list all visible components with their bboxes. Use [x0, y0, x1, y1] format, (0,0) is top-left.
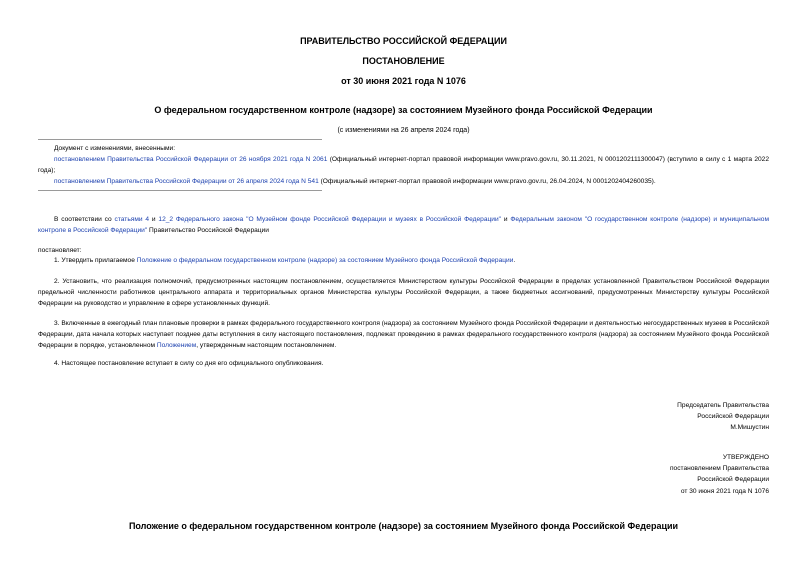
approved-line-3: от 30 июня 2021 года N 1076 [680, 487, 769, 495]
item-4: 4. Настоящее постановление вступает в силу со дня его официального опубликования. [54, 360, 324, 367]
government-name: ПРАВИТЕЛЬСТВО РОССИЙСКОЙ ФЕДЕРАЦИИ [300, 36, 507, 46]
changes-item-1: постановлением Правительства Российской Федерации от 26 ноября 2021 года N 2061 (Официальный интернет-портал правовой информации www.pravo.gov.ru, 30.11.2021, N 0001202111300047) (вступило в силу с 1 марта 2022 года); [38, 156, 769, 175]
item-1: 1. Утвердить прилагаемое Положение о федеральном государственном контроле (надзоре) за состоянием Музейного фонда Российской Федерации. [54, 257, 516, 264]
approved-line-1: постановлением Правительства [669, 465, 769, 473]
preamble: В соответствии со статьями 4 и 12_2 Федерального закона "О Музейном фонде Российской Федерации и музеях в Российской Федерации" и Федеральным законом "О государственном контроле (надзоре) и муниципальном контроле в Российской Федерации" Правительство Российской Федерации [38, 216, 769, 235]
approved-line-2: Российской Федерации [697, 476, 769, 484]
item-3: 3. Включенные в ежегодный план плановые проверки в рамках федерального государственного контроля (надзора) за состоянием Музейного фонда Российской Федерации и деятельностью негосударственных музеев в Российской Федерации, дата начала которых наступает позднее даты вступления в силу настоящего постановления, подлежат проведению в рамках федерального государственного контроля (надзора) за состоянием Музейного фонда Российской Федерации в порядке, установленном Положением, утвержденным настоящим постановлением. [38, 320, 769, 350]
revision-note: (с изменениями на 26 апреля 2024 года) [337, 127, 470, 134]
page-title: О федеральном государственном контроле (надзоре) за состоянием Музейного фонда Российской Федерации [154, 105, 653, 115]
approved-block [549, 452, 769, 497]
changes-intro: Документ с изменениями, внесенными: [54, 145, 176, 152]
doc-type: ПОСТАНОВЛЕНИЕ [362, 56, 445, 66]
item-2: 2. Установить, что реализация полномочий, предусмотренных настоящим постановлением, осуществляется Министерством культуры Российской Федерации в пределах установленной Правительством Российской Федерации предельной численности работников центрального аппарата и территориальных органов Министерства культуры Российской Федерации, а также бюджетных ассигнований, предусмотренных Министерству культуры Российской Федерации на руководство и управление в сфере установленных функций. [38, 278, 769, 308]
regulation-link[interactable]: Положение о федеральном государственном контроле (надзоре) за состоянием Музейного фонда Российской Федерации [136, 257, 514, 264]
signature-position: Председатель Правительства [677, 402, 769, 409]
approved-label: УТВЕРЖДЕНО [722, 454, 769, 461]
amendment-link-2024[interactable]: постановлением Правительства Российской Федерации от 26 апреля 2024 года N 541 [54, 178, 319, 185]
changes-item-2: постановлением Правительства Российской Федерации от 26 апреля 2024 года N 541 (Официальный интернет-портал правовой информации www.pravo.gov.ru, 26.04.2024, N 0001202404260035). [54, 178, 656, 185]
signature-country: Российской Федерации [697, 413, 769, 421]
signature-block [549, 400, 769, 434]
divider-top [38, 139, 322, 140]
law-link-article-4[interactable]: статьями 4 [114, 216, 150, 223]
amendment-link-2021[interactable]: постановлением Правительства Российской Федерации от 26 ноября 2021 года N 2061 [54, 156, 328, 163]
regulation-link-short[interactable]: Положением [156, 342, 197, 350]
doc-date: от 30 июня 2021 года N 1076 [341, 76, 466, 86]
annex-title: Положение о федеральном государственном контроле (надзоре) за состоянием Музейного фонда Российской Федерации [128, 521, 679, 531]
decree-word: постановляет: [38, 247, 82, 254]
law-link-museum-fund[interactable]: 12_2 Федерального закона "О Музейном фонде Российской Федерации и музеях в Российской Федерации" [158, 216, 501, 223]
divider-bottom [38, 190, 322, 191]
law-link-state-control[interactable]: Федеральным законом "О государственном контроле (надзоре) и муниципальном контроле в Российской Федерации" [38, 216, 769, 235]
signature-name: М.Мишустин [730, 424, 769, 432]
